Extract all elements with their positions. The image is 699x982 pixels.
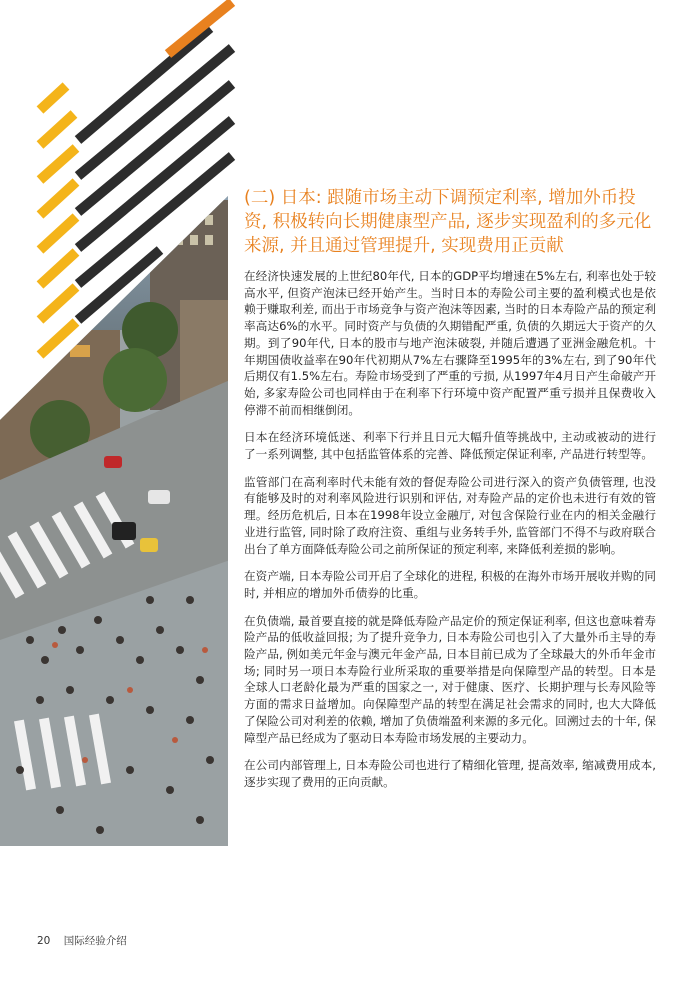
page-number: 20 <box>37 935 51 947</box>
article-column <box>244 186 656 802</box>
paragraph-4: 在资产端, 日本寿险公司开启了全球化的进程, 积极的在海外市场开展收并购的同时, 并相应的增加外币债券的比重。 <box>244 569 656 600</box>
paragraph-1: 在经济快速发展的上世纪80年代, 日本的GDP平均增速在5%左右, 利率也处于较高水平, 但资产泡沫已经开始产生。当时日本的寿险公司主要的盈利模式也是依赖于赚取利差, 而出于市场竞争与资产泡沫等因素, 当时的日本寿险产品的预定利率高达6%的水平。同时资产与负债的久期错配严重, 负债的久期远大于资产的久期。到了90年代, 日本的股市与地产泡沫破裂, 并随后遭遇了亚洲金融危机。十年期国债收益率在90年代初期从7%左右骤降至1995年的3%左右, 到了90年代后期仅有1.5%左右。寿险市场受到了严重的亏损, 从1997年4月日产生命破产开始, 多家寿险公司也同样由于在利率下行环境中资产配置严重亏损并且保费收入停滞不前而相继倒闭。 <box>244 269 656 417</box>
section-heading: (二) 日本: 跟随市场主动下调预定利率, 增加外币投资, 积极转向长期健康型产品, 逐步实现盈利的多元化来源, 并且通过管理提升, 实现费用正贡献 <box>244 188 652 256</box>
paragraph-3: 监管部门在高利率时代未能有效的督促寿险公司进行深入的资产负债管理, 也没有能够及时的对利率风险进行识别和评估, 对寿险产品的定价也未进行有效的管理。经历危机后, 日本在1998年设立金融厅, 对包含保险行业在内的相关金融行业进行监管, 同时除了政府注资、重组与业务转手外, 监管部门不得不与政府联合出台了单方面降低寿险公司之前所保证的预定利率, 来降低利差损的影响。 <box>244 474 656 556</box>
paragraph-5: 在负债端, 最首要直接的就是降低寿险产品定价的预定保证利率, 但这也意味着寿险产品的低收益回报; 为了提升竞争力, 日本寿险公司也引入了大量外币主导的寿险产品, 例如美元年金与澳元年金产品, 日本目前已成为了全球最大的外币年金市场; 同时另一项日本寿险行业所采取的重要举措是向保障型产品的转型。日本是全球人口老龄化最为严重的国家之一, 对于健康、医疗、长期护理与长寿风险等方面的需求日益增加。向保障型产品的转型在满足社会需求的同时, 也大大降低了保险公司对利差的依赖, 增加了负债端盈利来源的多元化。回溯过去的十年, 保障型产品已经成为了驱动日本寿险市场发展的主要动力。 <box>244 613 656 745</box>
footer-title: 国际经验介绍 <box>63 935 127 947</box>
paragraph-2: 日本在经济环境低迷、利率下行并且日元大幅升值等挑战中, 主动或被动的进行了一系列调整, 其中包括监管体系的完善、降低预定保证利率, 产品进行转型等。 <box>244 430 656 462</box>
paragraph-6: 在公司内部管理上, 日本寿险公司也进行了精细化管理, 提高效率, 缩减费用成本, 逐步实现了费用的正向贡献。 <box>244 758 656 789</box>
page-footer <box>37 933 127 948</box>
